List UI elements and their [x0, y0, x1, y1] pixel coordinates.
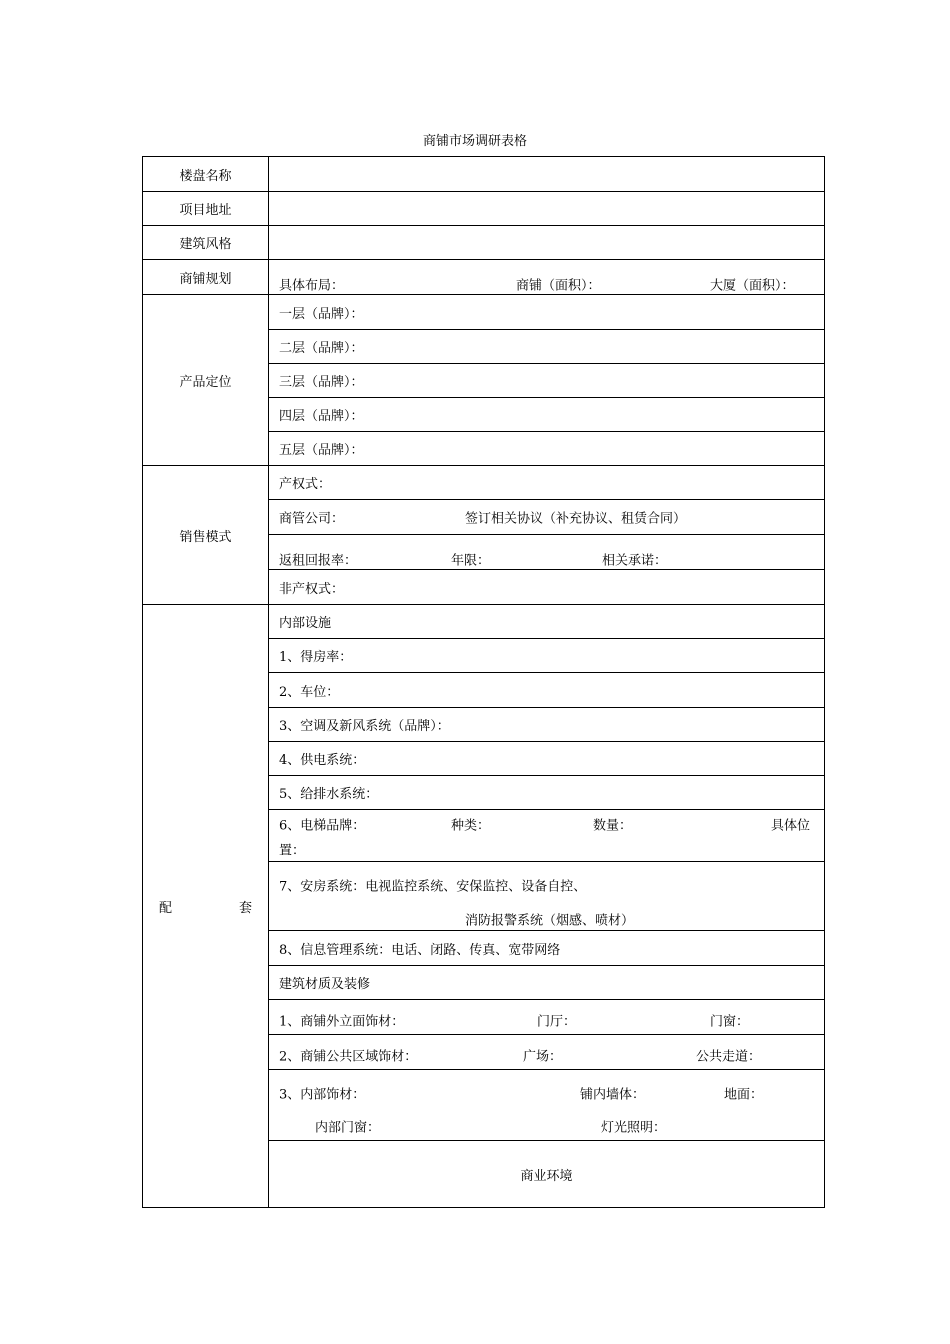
label-shop-planning: 商铺规划	[143, 260, 269, 295]
label-architecture-style: 建筑风格	[143, 226, 269, 260]
public-area-row[interactable]	[269, 1035, 825, 1070]
parking-row[interactable]: 2、车位：	[269, 673, 825, 708]
floor-row[interactable]: 三层（品牌）：	[269, 364, 825, 398]
survey-table	[142, 156, 825, 1208]
return-rate-label: 返租回报率：	[279, 553, 358, 569]
label-facilities	[143, 605, 269, 1208]
elevator-brand-label: 6、电梯品牌：	[279, 818, 366, 834]
corridor-label: 公共走道：	[696, 1049, 762, 1065]
floor-row[interactable]: 一层（品牌）：	[269, 295, 825, 330]
management-label: 商管公司：	[279, 511, 345, 527]
return-rate-row[interactable]	[269, 535, 825, 570]
power-row[interactable]: 4、供电系统：	[269, 742, 825, 776]
label-product-positioning: 产品定位	[143, 295, 269, 466]
interior-materials-row[interactable]	[269, 1070, 825, 1141]
doors-windows-label: 门窗：	[710, 1014, 750, 1030]
property-right-row[interactable]: 产权式：	[269, 466, 825, 500]
security-line-2: 消防报警系统（烟感、喷材）	[465, 913, 635, 929]
label-sales-mode: 销售模式	[143, 466, 269, 605]
info-system-row[interactable]: 8、信息管理系统：电话、闭路、传真、宽带网络	[269, 931, 825, 966]
project-address-field[interactable]	[269, 192, 825, 226]
facade-label: 1、商铺外立面饰材：	[279, 1014, 405, 1030]
label-project-name: 楼盘名称	[143, 157, 269, 192]
inner-doors-label: 内部门窗：	[315, 1120, 381, 1136]
project-name-field[interactable]	[269, 157, 825, 192]
shop-area-label: 商铺（面积）：	[516, 278, 601, 294]
elevator-position-label-wrap: 置：	[279, 843, 306, 859]
materials-heading: 建筑材质及装修	[269, 966, 825, 1000]
facilities-label-left: 配	[159, 900, 173, 916]
shop-planning-row[interactable]	[269, 260, 825, 295]
agreement-label: 签订相关协议（补充协议、租赁合同）	[465, 511, 687, 527]
promise-label: 相关承诺：	[602, 553, 668, 569]
non-property-row[interactable]: 非产权式：	[269, 570, 825, 605]
floor-row[interactable]: 四层（品牌）：	[269, 398, 825, 432]
occupancy-row[interactable]: 1、得房率：	[269, 639, 825, 673]
page-title: 商铺市场调研表格	[422, 134, 527, 149]
elevator-qty-label: 数量：	[593, 818, 633, 834]
elevator-type-label: 种类：	[451, 818, 491, 834]
years-label: 年限：	[451, 553, 491, 569]
building-area-label: 大厦（面积）：	[710, 278, 795, 294]
public-area-label: 2、商铺公共区域饰材：	[279, 1049, 418, 1065]
security-line-1: 7、安房系统：电视监控系统、安保监控、设备自控、	[279, 879, 587, 895]
architecture-style-field[interactable]	[269, 226, 825, 260]
floor-row[interactable]: 二层（品牌）：	[269, 330, 825, 364]
label-business-environment: 商业环境	[269, 1141, 825, 1208]
inner-wall-label: 铺内墙体：	[580, 1087, 646, 1103]
water-row[interactable]: 5、给排水系统：	[269, 776, 825, 810]
plaza-label: 广场：	[523, 1049, 563, 1065]
internal-facilities-heading: 内部设施	[269, 605, 825, 639]
lobby-label: 门厅：	[537, 1014, 577, 1030]
interior-label: 3、内部饰材：	[279, 1087, 366, 1103]
facilities-label-right: 套	[238, 900, 252, 916]
label-project-address: 项目地址	[143, 192, 269, 226]
elevator-position-label: 具体位	[771, 818, 811, 834]
facade-row[interactable]	[269, 1000, 825, 1035]
security-row[interactable]	[269, 862, 825, 931]
layout-label: 具体布局：	[279, 278, 345, 294]
lighting-label: 灯光照明：	[601, 1120, 667, 1136]
floor-row[interactable]: 五层（品牌）：	[269, 432, 825, 466]
floor-material-label: 地面：	[724, 1087, 764, 1103]
management-company-row[interactable]	[269, 500, 825, 535]
elevator-row[interactable]	[269, 810, 825, 862]
hvac-row[interactable]: 3、空调及新风系统（品牌）：	[269, 708, 825, 742]
